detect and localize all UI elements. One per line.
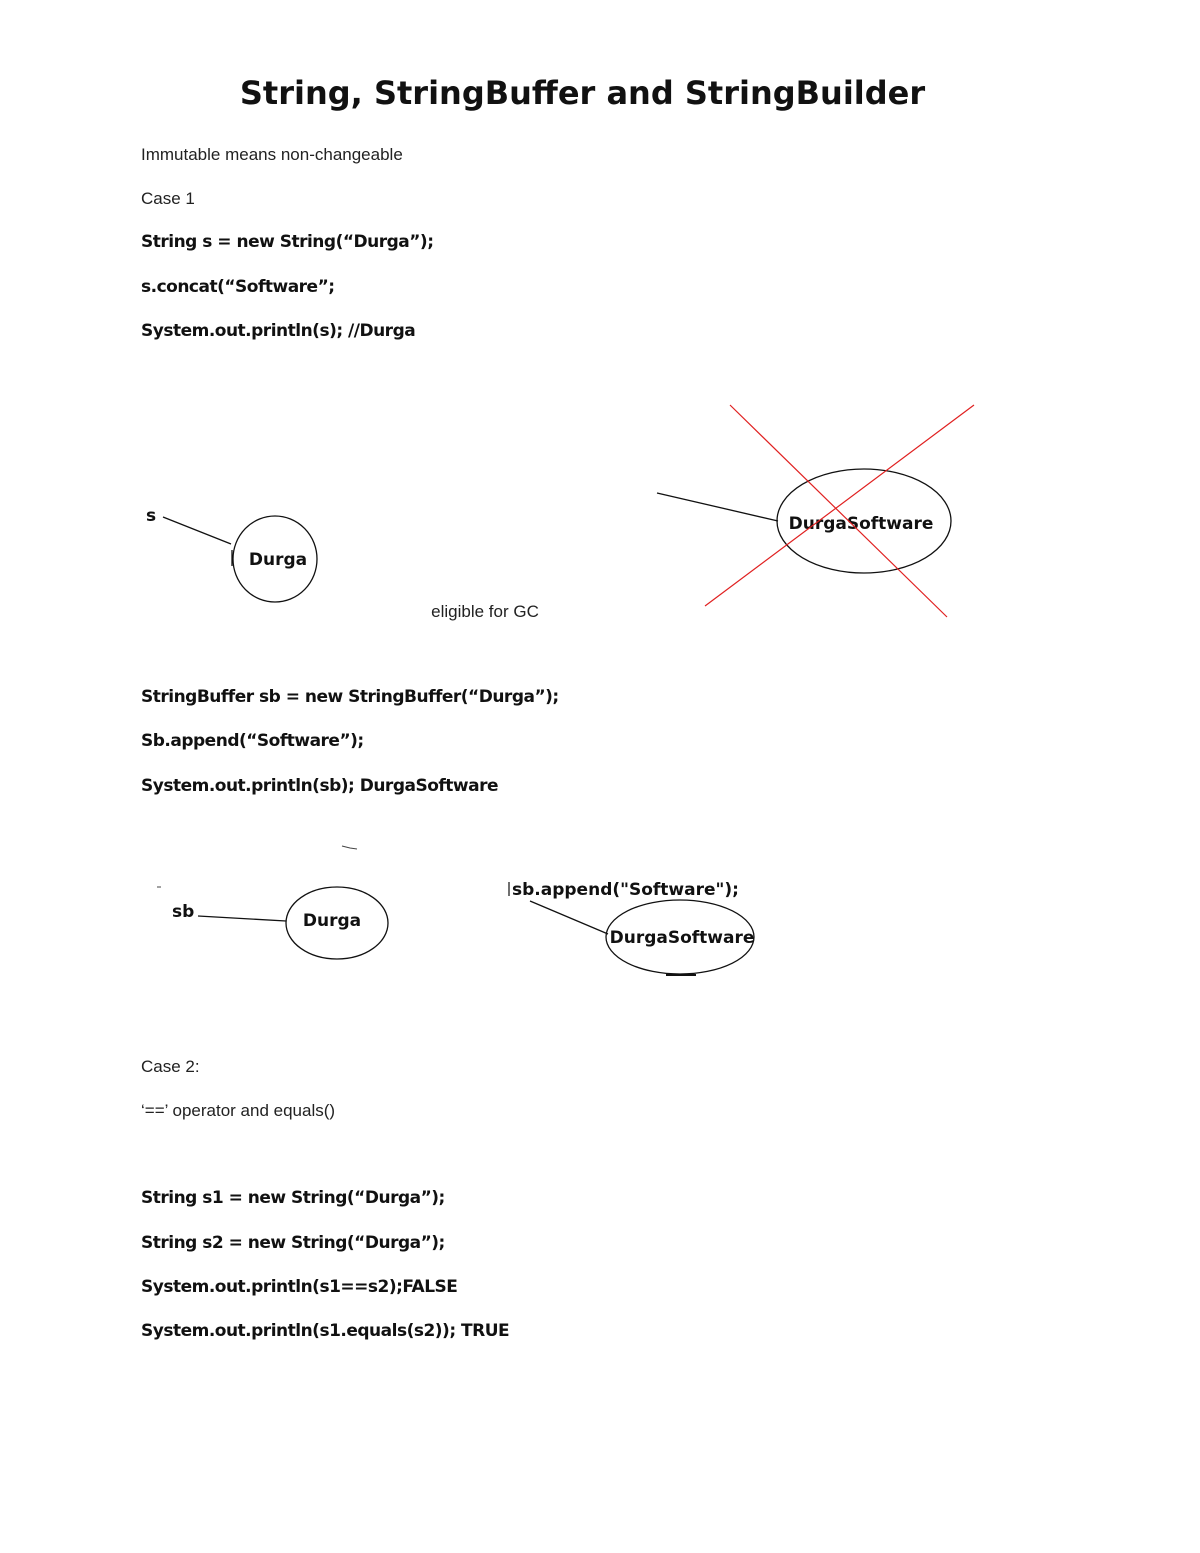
sb-code-line-1: StringBuffer sb = new StringBuffer(“Durga”); xyxy=(141,687,559,707)
sb-append-arrow xyxy=(530,901,608,934)
case1-code-line-2: s.concat(“Software”; xyxy=(141,277,335,297)
case1-code-line-3: System.out.println(s); //Durga xyxy=(141,321,416,341)
case1-durgasoftware-label: DurgaSoftware xyxy=(788,514,934,534)
case2-subheading: ‘==’ operator and equals() xyxy=(141,1101,336,1120)
sb-append-call-label: sb.append("Software"); xyxy=(512,880,739,900)
sb-code-line-3: System.out.println(sb); DurgaSoftware xyxy=(141,776,498,796)
case1-var-label: s xyxy=(146,506,157,526)
case1-gc-note: eligible for GC xyxy=(431,602,539,621)
sb-reference-arrow xyxy=(198,916,286,921)
intro-text: Immutable means non-changeable xyxy=(141,145,403,164)
case2-code-line-1: String s1 = new String(“Durga”); xyxy=(141,1188,445,1208)
sb-var-label: sb xyxy=(172,902,195,922)
case1-code-line-1: String s = new String(“Durga”); xyxy=(141,232,434,252)
case2-code-line-4: System.out.println(s1.equals(s2)); TRUE xyxy=(141,1321,510,1341)
sb-code-line-2: Sb.append(“Software”); xyxy=(141,731,364,751)
case1-heading: Case 1 xyxy=(141,189,195,208)
case2-code-line-2: String s2 = new String(“Durga”); xyxy=(141,1233,445,1253)
case2-code-line-3: System.out.println(s1==s2);FALSE xyxy=(141,1277,458,1297)
sb-durgasoftware-label: DurgaSoftware xyxy=(609,928,755,948)
sb-durga-label: Durga xyxy=(302,911,362,931)
case1-durga-label: Durga xyxy=(248,550,308,570)
stray-mark xyxy=(342,846,357,849)
page-title: String, StringBuffer and StringBuilder xyxy=(239,74,926,112)
case2-heading: Case 2: xyxy=(141,1057,200,1076)
